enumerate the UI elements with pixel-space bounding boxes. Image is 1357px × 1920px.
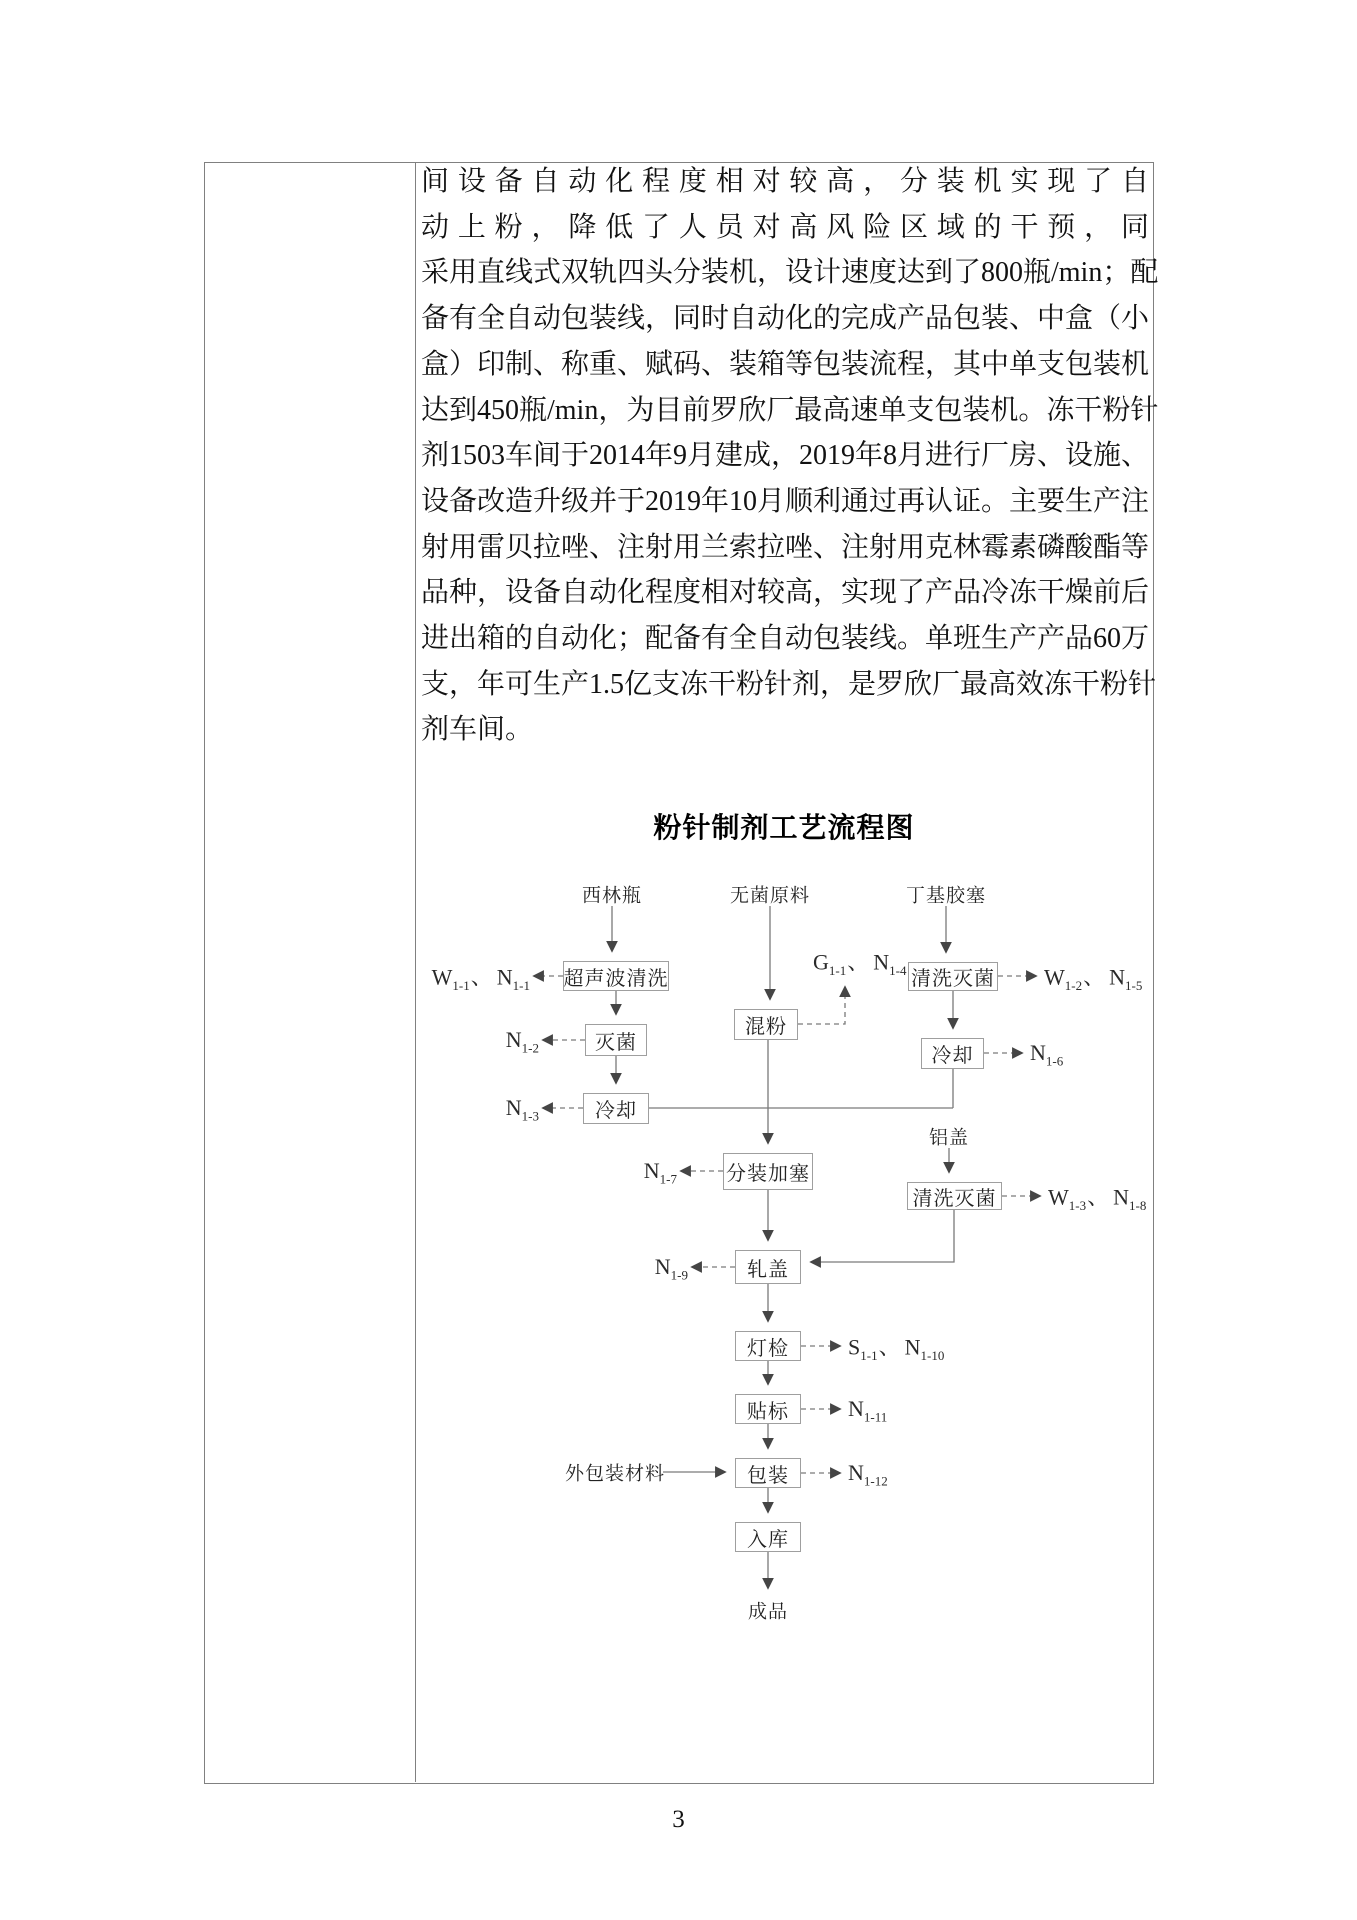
annotation-s11n110 xyxy=(848,1331,944,1362)
annotation-code: W xyxy=(431,964,453,990)
annotation-subscript: 1-8 xyxy=(1129,1197,1147,1213)
annotation-code: W xyxy=(1048,1184,1069,1210)
process-box-mix: 混粉 xyxy=(734,1009,798,1040)
annotation-code: N xyxy=(1113,1184,1130,1210)
material-label-alcap: 铝盖 xyxy=(928,1127,970,1149)
annotation-separator: 、 xyxy=(1083,964,1106,990)
process-box-wash_r2: 清洗灭菌 xyxy=(907,1182,1002,1210)
annotation-subscript: 1-7 xyxy=(659,1171,677,1187)
paragraph-line: 品种，设备自动化程度相对较高，实现了产品冷冻干燥前后 xyxy=(421,577,1150,609)
annotation-code: S xyxy=(848,1334,861,1360)
annotation-subscript: 1-5 xyxy=(1125,977,1143,993)
annotation-n111 xyxy=(848,1396,888,1425)
body-paragraph xyxy=(421,159,1159,753)
material-label-product: 成品 xyxy=(747,1601,789,1623)
annotation-w12n15 xyxy=(1044,961,1142,992)
annotation-code: N xyxy=(873,949,890,975)
table-left-cell xyxy=(205,163,414,1781)
paragraph-line: 剂1503车间于2014年9月建成，2019年8月进行厂房、设施、 xyxy=(421,440,1150,472)
paragraph-line: 射用雷贝拉唑、注射用兰索拉唑、注射用克林霉素磷酸酯等 xyxy=(421,531,1150,563)
annotation-separator: 、 xyxy=(847,949,870,975)
process-box-pack: 包装 xyxy=(735,1458,801,1488)
process-box-sterilize: 灭菌 xyxy=(585,1024,647,1056)
annotation-subscript: 1-9 xyxy=(670,1267,688,1283)
annotation-code: N xyxy=(654,1254,671,1279)
annotation-code: N xyxy=(643,1158,660,1183)
paragraph-line: 支，年可生产1.5亿支冻干粉针剂，是罗欣厂最高效冻干粉针 xyxy=(421,668,1157,700)
annotation-n16 xyxy=(1030,1040,1064,1069)
paragraph-line: 间设备自动化程度相对较高，分装机实现了自 xyxy=(421,166,1149,197)
annotation-subscript: 1-3 xyxy=(1068,1197,1087,1213)
annotation-separator: 、 xyxy=(470,964,493,990)
process-box-store: 入库 xyxy=(735,1522,801,1552)
process-box-inspect: 灯检 xyxy=(735,1331,801,1361)
flowchart-title: 粉针制剂工艺流程图 xyxy=(653,813,915,844)
annotation-n112 xyxy=(848,1460,888,1489)
page-number: 3 xyxy=(672,1806,685,1833)
process-box-cap: 轧盖 xyxy=(735,1250,801,1284)
material-label-outer: 外包装材料 xyxy=(564,1463,666,1485)
annotation-subscript: 1-10 xyxy=(920,1347,945,1363)
paragraph-line: 动上粉，降低了人员对高风险区域的干预，同 xyxy=(421,211,1149,243)
annotation-subscript: 1-1 xyxy=(452,977,470,993)
process-box-cool_l: 冷却 xyxy=(583,1093,649,1124)
annotation-subscript: 1-3 xyxy=(521,1108,539,1124)
table-column-divider xyxy=(415,162,416,1782)
paragraph-line: 达到450瓶/min，为目前罗欣厂最高速单支包装机。冻干粉针 xyxy=(421,394,1159,426)
annotation-n17 xyxy=(643,1158,677,1187)
annotation-w13n18 xyxy=(1048,1181,1146,1212)
annotation-subscript: 1-1 xyxy=(828,962,847,978)
annotation-separator: 、 xyxy=(878,1334,901,1360)
paragraph-line: 盒）印制、称重、赋码、装箱等包装流程，其中单支包装机 xyxy=(421,348,1150,380)
paragraph-line: 进出箱的自动化；配备有全自动包装线。单班生产产品60万 xyxy=(421,623,1150,655)
annotation-code: N xyxy=(505,1095,522,1120)
annotation-n12 xyxy=(505,1027,539,1056)
annotation-subscript: 1-4 xyxy=(889,962,907,978)
annotation-subscript: 1-2 xyxy=(1064,977,1083,993)
process-box-tag: 贴标 xyxy=(735,1394,801,1424)
annotation-n13 xyxy=(505,1095,539,1124)
process-box-ultrasonic: 超声波清洗 xyxy=(563,961,669,991)
paragraph-line: 采用直线式双轨四头分装机，设计速度达到了800瓶/min；配 xyxy=(421,257,1159,289)
process-box-wash_r1: 清洗灭菌 xyxy=(908,962,998,991)
annotation-subscript: 1-6 xyxy=(1045,1053,1064,1069)
annotation-separator: 、 xyxy=(1087,1184,1110,1210)
paragraph-line: 设备改造升级并于2019年10月顺利通过再认证。主要生产注 xyxy=(421,485,1150,517)
annotation-w11n11 xyxy=(432,961,530,992)
material-label-raw: 无菌原料 xyxy=(729,885,811,907)
annotation-subscript: 1-11 xyxy=(863,1409,888,1425)
process-box-cool_r: 冷却 xyxy=(921,1038,984,1069)
paragraph-line: 备有全自动包装线，同时自动化的完成产品包装、中盒（小 xyxy=(421,303,1150,335)
annotation-n19 xyxy=(654,1254,688,1283)
annotation-code: N xyxy=(848,1460,864,1485)
annotation-subscript: 1-1 xyxy=(860,1347,878,1363)
annotation-code: N xyxy=(848,1396,864,1421)
annotation-code: N xyxy=(505,1027,522,1052)
annotation-subscript: 1-2 xyxy=(521,1040,539,1056)
annotation-code: N xyxy=(1030,1040,1046,1065)
annotation-code: N xyxy=(1109,964,1126,990)
process-box-fill: 分装加塞 xyxy=(723,1153,813,1190)
material-label-stopper: 丁基胶塞 xyxy=(905,885,987,907)
material-label-vial: 西林瓶 xyxy=(581,885,643,907)
annotation-subscript: 1-1 xyxy=(512,977,530,993)
annotation-g11n14 xyxy=(813,946,906,977)
annotation-code: N xyxy=(496,964,513,990)
annotation-code: W xyxy=(1044,964,1065,990)
paragraph-line: 剂车间。 xyxy=(421,714,534,746)
annotation-code: G xyxy=(813,949,829,975)
annotation-code: N xyxy=(904,1334,921,1360)
annotation-subscript: 1-12 xyxy=(863,1473,888,1489)
